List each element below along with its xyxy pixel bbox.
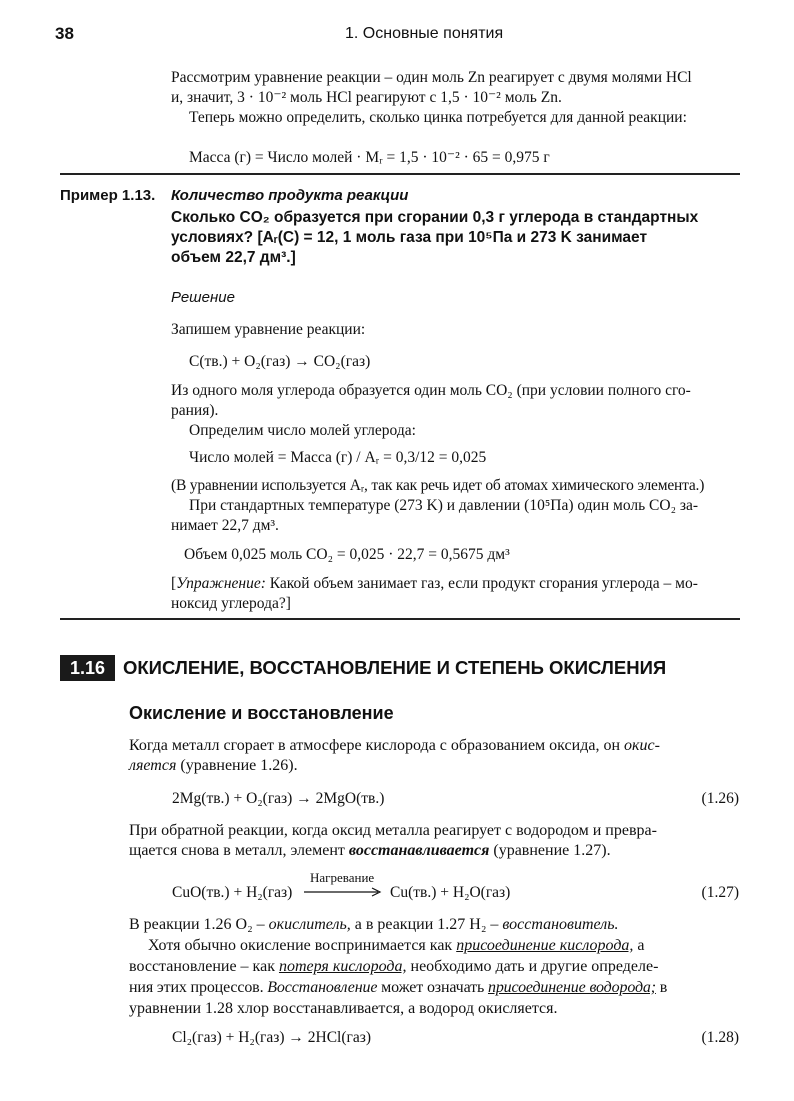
paragraph-line: и, значит, 3 · 10⁻² моль HCl реагируют с 1,5 · 10⁻² моль Zn.: [171, 89, 562, 106]
equation-number: (1.28): [701, 1029, 739, 1046]
equation-1-27-left: CuO(тв.) + H₂(газ): [172, 884, 293, 901]
question-line: условиях? [Aᵣ(C) = 12, 1 моль газа при 10⁵Па и 273 K занимает: [171, 229, 648, 246]
text: ния этих процессов.: [129, 979, 268, 996]
paragraph-line: [129, 736, 743, 756]
exercise-label: Упражнение:: [176, 575, 266, 592]
exercise-line: [171, 574, 743, 594]
equation-1-26: 2Mg(тв.) + O₂(газ) → 2MgO(тв.): [172, 790, 385, 807]
term: окислитель,: [268, 916, 351, 933]
equation: C(тв.) + O₂(газ) → CO₂(газ): [189, 353, 371, 370]
equation-1-28: Cl₂(газ) + H₂(газ) → 2HCl(газ): [172, 1029, 372, 1046]
term: восстанавливается: [348, 842, 490, 859]
paragraph-line: Запишем уравнение реакции:: [171, 321, 366, 338]
arrow-label: Нагревание: [310, 870, 375, 885]
exercise-text: Какой объем занимает газ, если продукт сгорания углерода – мо-: [265, 575, 698, 592]
paragraph-line: [129, 841, 611, 861]
text: (уравнение 1.26).: [176, 757, 298, 774]
equation: Число молей = Масса (г) / Aᵣ = 0,3/12 = 0,025: [189, 449, 487, 466]
solution-label: Решение: [171, 289, 235, 306]
term: Восстановление: [267, 979, 378, 996]
term: потеря кислорода,: [278, 958, 407, 975]
paragraph-line: [148, 936, 743, 956]
exercise-line: ноксид углерода?]: [171, 595, 291, 612]
paragraph-line: [129, 978, 743, 998]
paragraph-line: Рассмотрим уравнение реакции – один моль Zn реагирует с двумя молями HCl: [171, 69, 692, 86]
example-title: Количество продукта реакции: [171, 187, 409, 204]
term: ляется: [129, 757, 177, 774]
term: присоединение кислорода,: [456, 937, 634, 954]
text: щается снова в металл, элемент: [129, 842, 349, 859]
page-number: 38: [55, 24, 74, 43]
paragraph-line: [129, 756, 298, 776]
equation-number: (1.26): [701, 790, 739, 807]
paragraph-line: Из одного моля углерода образуется один моль CO₂ (при условии полного сго-: [171, 382, 691, 399]
section-badge: 1.16: [60, 655, 115, 681]
paragraph-line: При стандартных температуре (273 K) и давлении (10⁵Па) один моль CO₂ за-: [189, 497, 699, 514]
paragraph-line: [129, 957, 743, 977]
text: может означать: [377, 979, 488, 996]
question-line: Сколько CO₂ образуется при сгорании 0,3 г углерода в стандартных: [171, 209, 699, 226]
equation-number: (1.27): [701, 884, 739, 901]
text: Хотя обычно окисление воспринимается как: [148, 937, 457, 954]
text: восстановление – как: [129, 958, 279, 975]
paragraph-line: нимает 22,7 дм³.: [171, 517, 279, 534]
text: необходимо дать и другие определе-: [406, 958, 659, 975]
subsection-title: Окисление и восстановление: [129, 703, 394, 723]
example-question: [171, 208, 751, 268]
paragraph-line: (В уравнении используется Aᵣ, так как речь идет об атомах химического элемента.): [171, 477, 705, 494]
divider: [60, 618, 740, 620]
divider: [60, 173, 740, 175]
text: В реакции 1.26 O₂ –: [129, 916, 269, 933]
example-label: Пример 1.13.: [60, 187, 156, 204]
paragraph-line: Определим число молей углерода:: [189, 422, 416, 439]
paragraph-line: уравнении 1.28 хлор восстанавливается, а водород окисляется.: [129, 1000, 558, 1017]
running-title: 1. Основные понятия: [345, 25, 504, 42]
term: присоединение водорода;: [487, 979, 656, 996]
paragraph-line: рания).: [171, 402, 219, 419]
equation-mass: Масса (г) = Число молей · Mᵣ = 1,5 · 10⁻² · 65 = 0,975 г: [189, 149, 550, 166]
term: восстановитель.: [502, 916, 619, 933]
section-title: ОКИСЛЕНИЕ, ВОССТАНОВЛЕНИЕ И СТЕПЕНЬ ОКИСЛЕНИЯ: [123, 657, 667, 678]
paragraph-line: При обратной реакции, когда оксид металла реагирует с водородом и превра-: [129, 822, 657, 839]
equation: Объем 0,025 моль CO₂ = 0,025 · 22,7 = 0,5675 дм³: [184, 546, 510, 563]
text: а в реакции 1.27 H₂ –: [350, 916, 503, 933]
text: Когда металл сгорает в атмосфере кислорода с образованием оксида, он: [129, 737, 625, 754]
text: а: [633, 937, 645, 954]
equation-1-27-right: Cu(тв.) + H₂O(газ): [390, 884, 511, 901]
reaction-arrow-icon: [304, 886, 384, 898]
paragraph-line: Теперь можно определить, сколько цинка потребуется для данной реакции:: [189, 109, 687, 126]
text: (уравнение 1.27).: [489, 842, 611, 859]
paragraph-line: [129, 915, 619, 935]
term: окис-: [624, 737, 660, 754]
question-line: объем 22,7 дм³.]: [171, 249, 296, 266]
text: в: [655, 979, 668, 996]
bracket: [: [171, 575, 177, 592]
